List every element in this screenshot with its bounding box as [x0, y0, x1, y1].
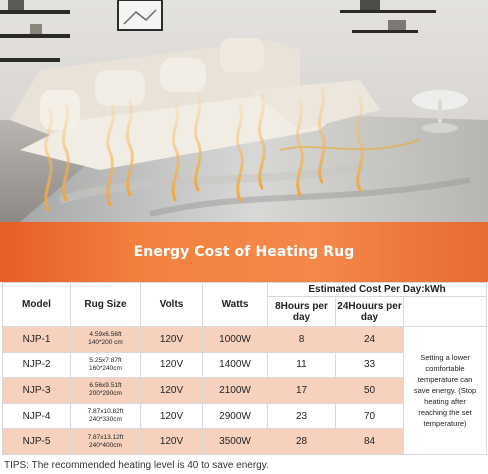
cell-watts: 3500W [203, 429, 268, 455]
rug-size-cm: 140*200 cm [88, 339, 123, 347]
rug-size-cm: 240*330cm [89, 416, 122, 424]
cell-volts: 120V [141, 429, 203, 455]
energy-saving-tip: Setting a lower comfortable temperature can save energy. (Stop heating after reaching the set temperature) [404, 327, 487, 455]
footer-tips: TIPS: The recommended heating level is 40 to save energy. [4, 460, 269, 471]
header-estimated-cost: Estimated Cost Per Day:kWh [268, 283, 487, 297]
table-row [3, 327, 487, 353]
cell-8-hours: 23 [268, 403, 336, 429]
cell-rug-size [71, 378, 141, 404]
rug-size-ft: 6.56x9.51ft [89, 382, 122, 390]
cell-watts: 2100W [203, 378, 268, 404]
cell-24-hours: 50 [336, 378, 404, 404]
cell-24-hours: 24 [336, 327, 404, 353]
banner-title: Energy Cost of Heating Rug [133, 244, 355, 260]
cell-watts: 1000W [203, 327, 268, 353]
cell-8-hours: 28 [268, 429, 336, 455]
rug-size-cm: 160*240cm [89, 364, 122, 372]
rug-size-ft: 7.87x10.82ft [87, 408, 124, 416]
living-room-photo [0, 0, 488, 222]
header-8-hours [268, 297, 336, 327]
header-8-hours-label: 8Hours per day [275, 300, 328, 323]
header-watts: Watts [203, 283, 268, 327]
cell-model: NJP-3 [3, 378, 71, 404]
cell-volts: 120V [141, 378, 203, 404]
cell-rug-size [71, 429, 141, 455]
cell-rug-size [71, 352, 141, 378]
cell-volts: 120V [141, 403, 203, 429]
cell-24-hours: 70 [336, 403, 404, 429]
cell-model: NJP-1 [3, 327, 71, 353]
rug-size-cm: 200*290cm [89, 390, 122, 398]
energy-cost-table [2, 282, 487, 455]
cell-volts: 120V [141, 352, 203, 378]
cell-24-hours: 33 [336, 352, 404, 378]
cell-volts: 120V [141, 327, 203, 353]
cell-24-hours: 84 [336, 429, 404, 455]
header-24-hours-label: 24Houurs per day [337, 300, 402, 323]
cell-model: NJP-2 [3, 352, 71, 378]
header-blank [404, 297, 487, 327]
cell-rug-size [71, 327, 141, 353]
cell-8-hours: 11 [268, 352, 336, 378]
cell-rug-size [71, 403, 141, 429]
rug-size-ft: 7.87x13.12ft [87, 433, 124, 441]
cell-8-hours: 17 [268, 378, 336, 404]
cell-model: NJP-5 [3, 429, 71, 455]
cell-watts: 2900W [203, 403, 268, 429]
header-model: Model [3, 283, 71, 327]
cell-watts: 1400W [203, 352, 268, 378]
rug-size-cm: 240*400cm [89, 441, 122, 449]
rug-size-ft: 4.59x6.56ft [89, 331, 122, 339]
header-rug-size: Rug Size [71, 283, 141, 327]
cell-model: NJP-4 [3, 403, 71, 429]
cell-8-hours: 8 [268, 327, 336, 353]
title-banner [0, 222, 488, 282]
header-volts: Volts [141, 283, 203, 327]
rug-size-ft: 5.25x7.87ft [89, 356, 122, 364]
header-24-hours [336, 297, 404, 327]
